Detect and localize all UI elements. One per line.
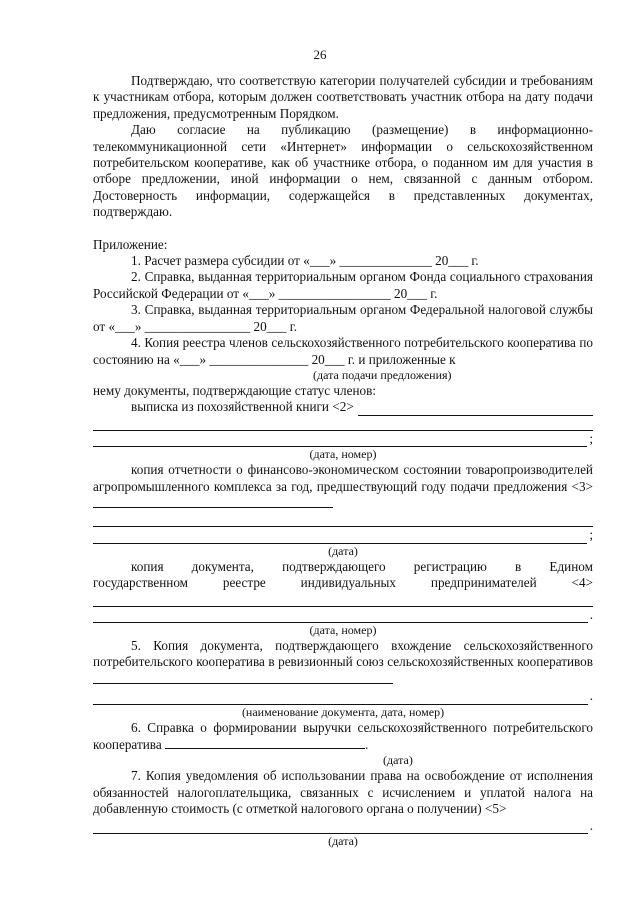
blank-line: [93, 433, 587, 447]
period: .: [589, 817, 593, 833]
appendix-item-6: 6. Справка о формировании выручки сельскохозяйственного потребительского кооператива .: [93, 719, 593, 752]
caption-submission-date: (дата подачи предложения): [313, 367, 452, 382]
report-copy-text: копия отчетности о финансово-экономическом состоянии товаропроизводителей агропромышленного комплекса за год, предшествующий году подачи предложения <3>: [93, 462, 593, 512]
extract-line: [93, 399, 593, 415]
egrip-line-1: копия документа, подтверждающего регистрацию в Едином: [131, 558, 593, 574]
confirmation-paragraph: Подтверждаю, что соответствую категории получателей субсидии и требованиям к участникам отбора, которым должен соответствовать участник отбора на дату подачи предложения, предусмотренным Порядком.: [93, 73, 593, 121]
blank-line: [93, 592, 593, 607]
consent-paragraph: Даю согласие на публикацию (размещение) в информационно-телекоммуникационной сети «Интернет» информации о сельскохозяйственном потребительском кооперативе, как об участнике отбора, о поданном им для участия в отборе предложении, иной информации о нем, связанной с данным отбором. Достоверность информации, содержащейся в представленных документах, подтверждаю.: [93, 122, 593, 220]
blank-line: [93, 691, 588, 705]
caption-date-3: (дата): [328, 833, 358, 848]
caption-date-2: (дата): [383, 753, 413, 768]
extract-label: выписка из похозяйственной книги <2>: [131, 399, 354, 415]
caption-date-number-2: (дата, номер): [309, 622, 377, 637]
document-body: [93, 73, 593, 849]
appendix-item-5: 5. Копия документа, подтверждающего вхождение сельскохозяйственного потребительского кооператива в ревизионный союз сельскохозяйственных кооперативов: [93, 638, 593, 688]
appendix-item-4: 4. Копия реестра членов сельскохозяйственного потребительского кооператива по состоянию на «___» _______________ 20___ г. и приложенные к: [93, 335, 593, 367]
blank-line: [93, 416, 593, 431]
appendix-item-3: 3. Справка, выданная территориальным органом Федеральной налоговой службы от «___» ________________ 20___ г.: [93, 302, 593, 334]
semicolon: ;: [589, 527, 593, 543]
egrip-line-2: государственном реестре индивидуальных предпринимателей <4>: [93, 575, 593, 591]
blank-line-row: [93, 818, 593, 834]
caption-date-number: (дата, номер): [309, 447, 377, 462]
blank-line: [93, 512, 593, 527]
blank-line: [93, 609, 588, 623]
blank-line-row: [93, 527, 593, 543]
blank-line-row: [93, 607, 593, 623]
caption-document-name: (наименование документа, дата, номер): [241, 704, 445, 719]
appendix-item-1: 1. Расчет размера субсидии от «___» ______________ 20___ г.: [131, 253, 479, 269]
appendix-item-4-continuation: нему документы, подтверждающие статус членов:: [93, 382, 377, 398]
period: .: [589, 606, 593, 622]
caption-date: (дата): [328, 543, 358, 558]
blank-line-row: [93, 688, 593, 704]
blank-line: [358, 402, 593, 416]
blank-line: [93, 820, 588, 834]
appendix-item-7: 7. Копия уведомления об использовании права на освобождение от исполнения обязанностей налогоплательщика, связанных с исчислением и уплатой налога на добавленную стоимость (с отметкой налогового органа о получении) <5>: [93, 768, 593, 817]
blank-line-row: [93, 431, 593, 447]
blank-line: [93, 530, 587, 544]
appendix-title: Приложение:: [93, 236, 168, 252]
page-number: 26: [313, 47, 327, 62]
appendix-item-2: 2. Справка, выданная территориальным органом Фонда социального страхования Российской Федерации от «___» _________________ 20___ г.: [93, 269, 593, 301]
period: .: [589, 688, 593, 704]
semicolon: ;: [589, 430, 593, 446]
